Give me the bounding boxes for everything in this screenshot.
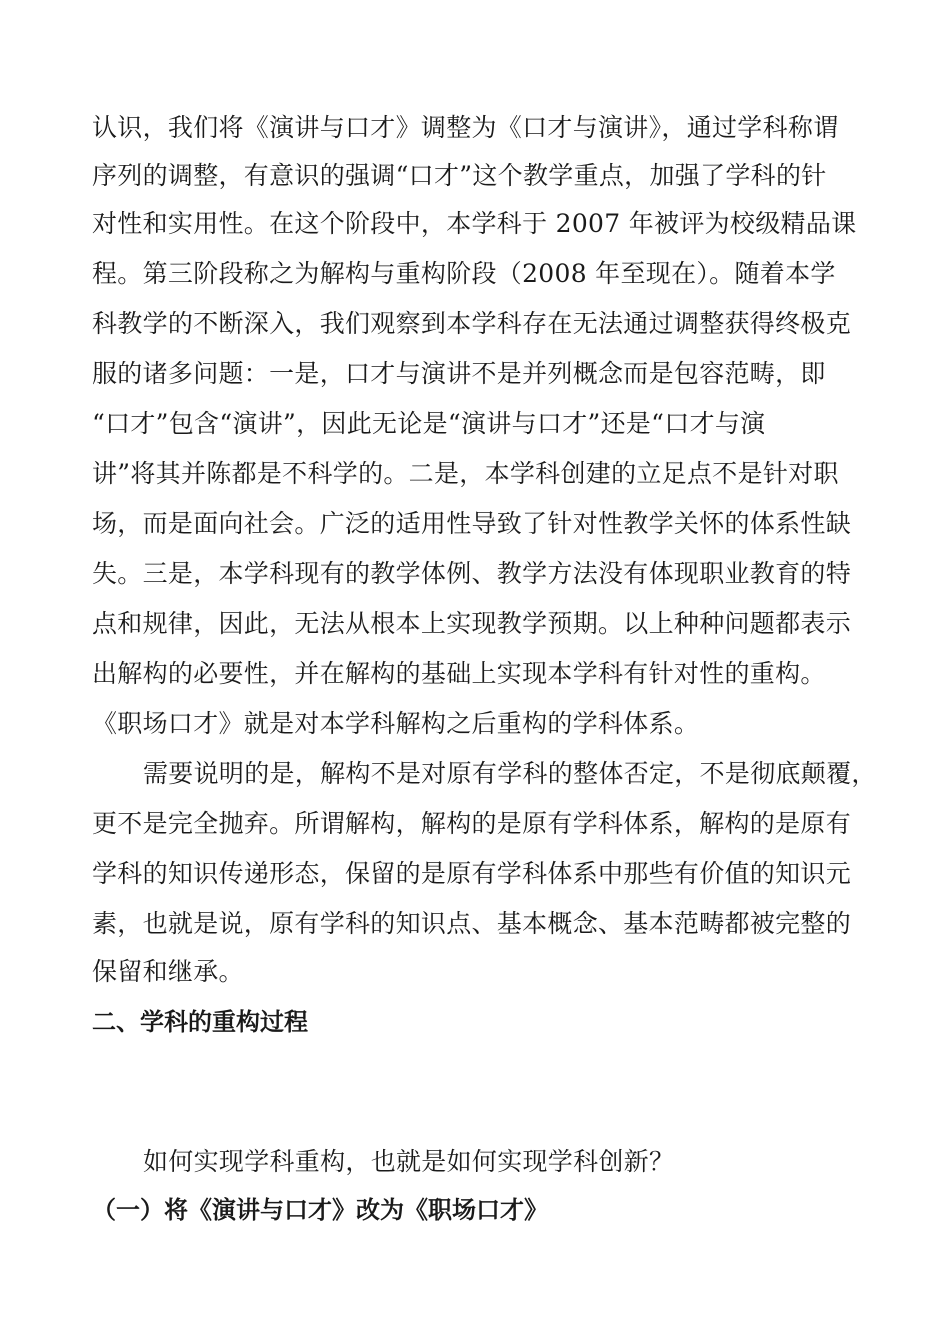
paragraph-line: 场，而是面向社会。广泛的适用性导致了针对性教学关怀的体系性缺 [92,509,852,538]
section-heading: 二、学科的重构过程 [92,1008,308,1036]
paragraph-line: 讲”将其并陈都是不科学的。二是，本学科创建的立足点不是针对职 [92,459,839,488]
paragraph-line: 更不是完全抛弃。所谓解构，解构的是原有学科体系，解构的是原有 [92,809,852,838]
paragraph-line: 出解构的必要性，并在解构的基础上实现本学科有针对性的重构。 [92,659,826,688]
question-line: 如何实现学科重构，也就是如何实现学科创新？ [143,1147,675,1176]
paragraph-line: 服的诸多问题：一是，口才与演讲不是并列概念而是包容范畴，即 [92,359,826,388]
paragraph-line: 对性和实用性。在这个阶段中，本学科于 2007 年被评为校级精品课 [92,209,857,238]
paragraph-line: 《职场口才》就是对本学科解构之后重构的学科体系。 [92,709,700,738]
paragraph-line: “口才”包含“演讲”，因此无论是“演讲与口才”还是“口才与演 [92,409,766,438]
subsection-heading: （一）将《演讲与口才》改为《职场口才》 [92,1196,548,1224]
paragraph-line: 失。三是，本学科现有的教学体例、教学方法没有体现职业教育的特 [92,559,852,588]
paragraph-line: 素，也就是说，原有学科的知识点、基本概念、基本范畴都被完整的 [92,909,852,938]
paragraph-line: 序列的调整，有意识的强调“口才”这个教学重点，加强了学科的针 [92,161,827,190]
paragraph-line: 认识，我们将《演讲与口才》调整为《口才与演讲》，通过学科称谓 [92,113,839,142]
paragraph-line: 程。第三阶段称之为解构与重构阶段（2008 年至现在）。随着本学 [92,259,836,288]
paragraph-line: 科教学的不断深入，我们观察到本学科存在无法通过调整获得终极克 [92,309,852,338]
paragraph-line: 保留和继承。 [92,957,244,986]
paragraph-line: 学科的知识传递形态，保留的是原有学科体系中那些有价值的知识元 [92,859,852,888]
paragraph-line-indented: 需要说明的是，解构不是对原有学科的整体否定，不是彻底颠覆， [143,759,877,788]
paragraph-line: 点和规律，因此，无法从根本上实现教学预期。以上种种问题都表示 [92,609,852,638]
